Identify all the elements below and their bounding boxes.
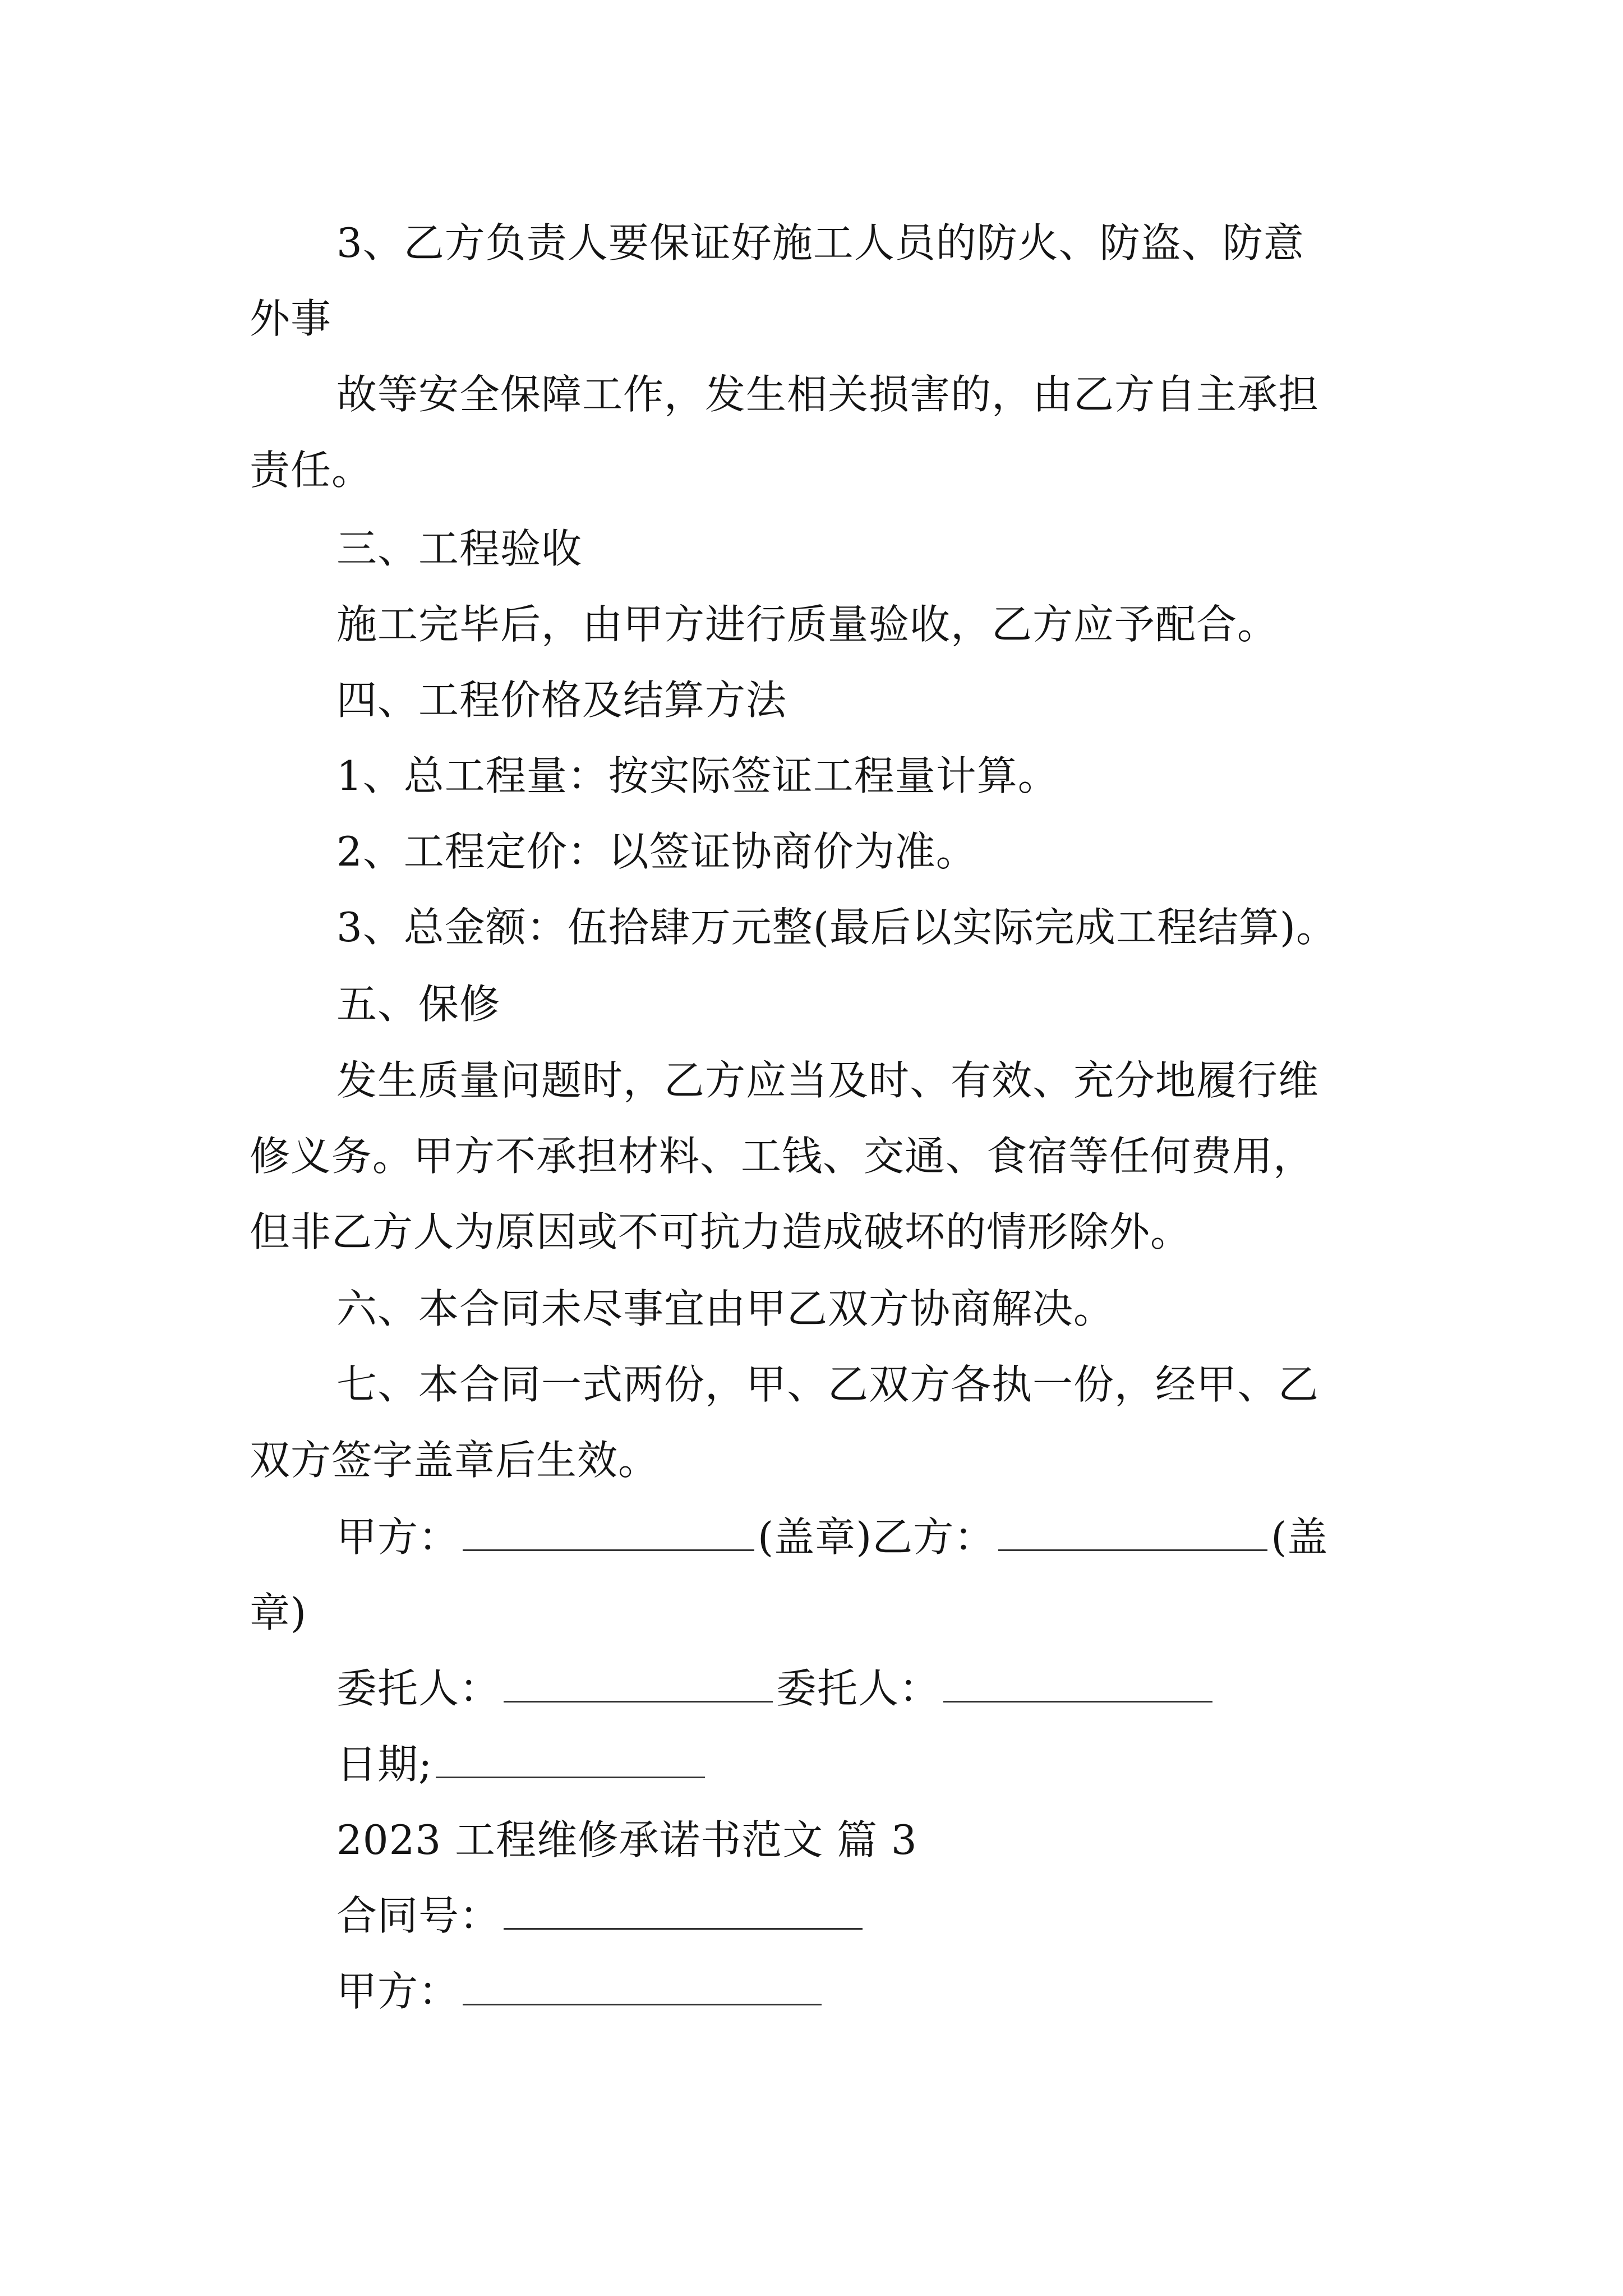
paragraph-line: 六、本合同未尽事宜由甲乙双方协商解决。	[336, 1285, 1115, 1332]
paragraph-line: 故等安全保障工作，发生相关损害的，由乙方自主承担	[336, 371, 1320, 418]
paragraph-line: 修义务。甲方不承担材料、工钱、交通、食宿等任何费用，	[250, 1133, 1315, 1180]
party-a2-blank	[463, 1970, 822, 2005]
paragraph-line: 责任。	[250, 447, 373, 494]
paragraph-line: 3、乙方负责人要保证好施工人员的防火、防盗、防意	[336, 219, 1304, 266]
seal-b-open: (盖	[1271, 1513, 1329, 1561]
party-a2-label: 甲方：	[336, 1968, 460, 2015]
date-line	[336, 1737, 708, 1791]
agent-b-blank	[943, 1667, 1212, 1703]
section-heading: 四、工程价格及结算方法	[336, 677, 787, 724]
paragraph-line: 七、本合同一式两份，甲、乙双方各执一份，经甲、乙	[336, 1361, 1320, 1408]
party-a-blank	[463, 1516, 754, 1551]
seal-a-label: (盖章)乙方：	[758, 1513, 995, 1561]
agent-a-label: 委托人：	[336, 1665, 501, 1712]
list-item: 3、总金额：伍拾肆万元整(最后以实际完成工程结算)。	[336, 904, 1337, 951]
paragraph-line: 双方签字盖章后生效。	[250, 1437, 660, 1484]
section-heading: 三、工程验收	[336, 525, 583, 572]
contract-number-label: 合同号：	[336, 1892, 501, 1939]
agent-line	[336, 1662, 1216, 1715]
contract-number-blank	[504, 1894, 863, 1930]
paragraph-line: 施工完毕后，由甲方进行质量验收，乙方应予配合。	[336, 601, 1279, 648]
date-label: 日期;	[336, 1741, 433, 1788]
paragraph-line: 但非乙方人为原因或不可抗力造成破坏的情形除外。	[250, 1208, 1192, 1255]
party-a2-line	[336, 1964, 825, 2018]
agent-b-label: 委托人：	[776, 1665, 940, 1712]
date-blank	[436, 1743, 705, 1778]
next-document-title: 2023 工程维修承诺书范文 篇 3	[336, 1816, 917, 1864]
agent-a-blank	[504, 1667, 773, 1703]
list-item: 2、工程定价：以签证协商价为准。	[336, 828, 977, 875]
party-b-blank	[998, 1516, 1267, 1551]
paragraph-line: 外事	[250, 295, 332, 342]
party-a-label: 甲方：	[336, 1513, 460, 1561]
paragraph-line: 章)	[250, 1589, 307, 1636]
paragraph-line: 发生质量问题时，乙方应当及时、有效、充分地履行维	[336, 1057, 1320, 1104]
section-heading: 五、保修	[336, 981, 501, 1028]
contract-number-line	[336, 1889, 866, 1943]
signature-line	[336, 1510, 1328, 1564]
list-item: 1、总工程量：按实际签证工程量计算。	[336, 752, 1059, 799]
